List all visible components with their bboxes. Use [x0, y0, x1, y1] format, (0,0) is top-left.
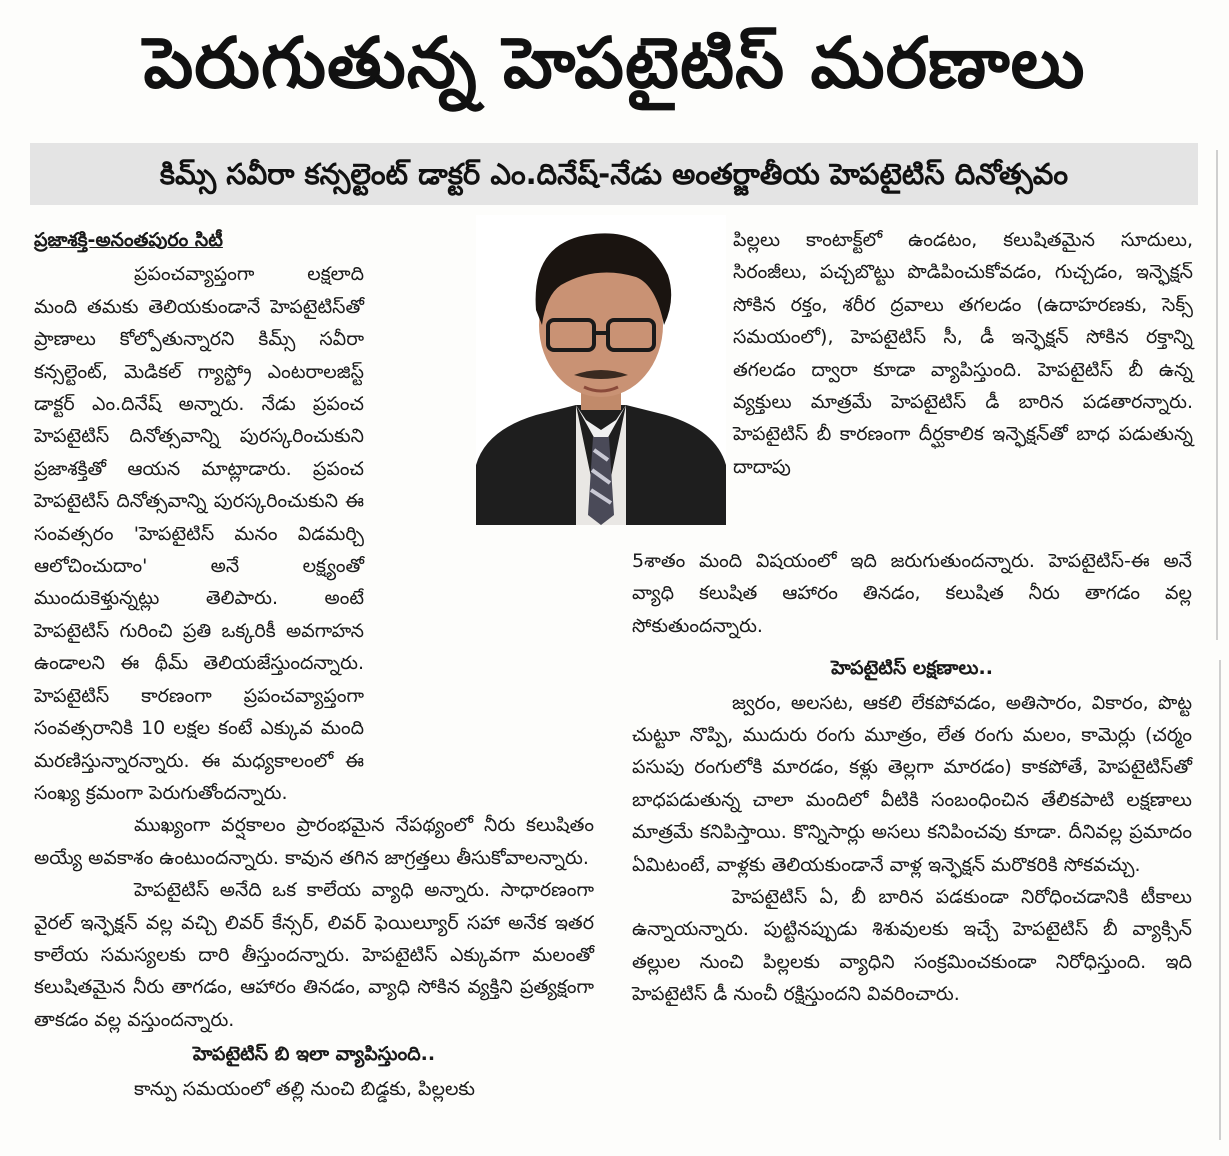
doctor-photo	[476, 215, 726, 525]
paragraph: కాన్పు సమయంలో తల్లి నుంచి బిడ్డకు, పిల్లలకు	[134, 1077, 475, 1100]
right-column-top	[733, 224, 1193, 483]
column-divider	[1219, 660, 1221, 1140]
right-column	[632, 545, 1192, 1011]
paragraph: హెపటైటిస్ అనేది ఒక కాలేయ వ్యాధి అన్నారు. సాధారణంగా వైరల్ ఇన్ఫెక్షన్ వల్ల వచ్చి లివర్ కేన్సర్, లివర్ ఫెయిల్యూర్ సహా అనేక ఇతర కాలేయ సమస్యలకు దారి తీస్తుందన్నారు. హెపటైటిస్ ఎక్కువగా మలంతో కలుషితమైన నీరు తాగడం, ఆహారం తినడం, వ్యాధి సోకిన వ్యక్తిని ప్రత్యక్షంగా తాకడం వల్ల వస్తుందన్నారు.	[34, 879, 594, 1031]
paragraph: జ్వరం, అలసట, ఆకలి లేకపోవడం, అతిసారం, వికారం, పొట్ట చుట్టూ నొప్పి, ముదురు రంగు మూత్రం, లేత రంగు మలం, కామెర్లు (చర్మం పసుపు రంగులోకి మారడం, కళ్లు తెల్లగా మారడం) కాకపోతే, హెపటైటిస్‌తో బాధపడుతున్న చాలా మందిలో వీటికి సంబంధించిన తేలికపాటి లక్షణాలు మాత్రమే కనిపిస్తాయి. కొన్నిసార్లు అసలు కనిపించవు కూడా. దీనివల్ల ప్రమాదం ఏమిటంటే, వాళ్లకు తెలియకుండానే వాళ్ల ఇన్ఫెక్షన్ మరొకరికి సోకవచ్చు.	[632, 691, 1192, 876]
paragraph: ముఖ్యంగా వర్షకాలం ప్రారంభమైన నేపథ్యంలో నీరు కలుషితం అయ్యే అవకాశం ఉంటుందన్నారు. కావున తగిన జాగ్రత్తలు తీసుకోవాలన్నారు.	[34, 814, 594, 869]
subhead-hepatitis-b: హెపటైటిస్ బి ఇలా వ్యాపిస్తుంది..	[192, 1043, 436, 1066]
paragraph: పిల్లలు కాంటాక్ట్‌లో ఉండటం, కలుషితమైన సూదులు, సిరంజీలు, పచ్చబొట్టు పొడిపించుకోవడం, గుచ్చడం, ఇన్ఫెక్షన్ సోకిన రక్తం, శరీర ద్రవాలు తగలడం (ఉదాహరణకు, సెక్స్ సమయంలో), హెపటైటిస్ సీ, డీ ఇన్ఫెక్షన్ సోకిన రక్తాన్ని తగలడం ద్వారా కూడా వ్యాపిస్తుంది. హెపటైటిస్ బీ ఉన్న వ్యక్తులు మాత్రమే హెపటైటిస్ డీ బారిన పడతారన్నారు. హెపటైటిస్ బీ కారణంగా దీర్ఘకాలిక ఇన్ఫెక్షన్‌తో బాధ పడుతున్న దాదాపు	[733, 229, 1193, 478]
headline: పెరుగుతున్న హెపటైటిస్ మరణాలు	[143, 22, 1086, 104]
subhead-symptoms: హెపటైటిస్ లక్షణాలు..	[831, 657, 993, 680]
byline: ప్రజాశక్తి-అనంతపురం సిటీ	[34, 229, 223, 251]
column-divider	[1216, 150, 1218, 640]
paragraph: 5శాతం మంది విషయంలో ఇది జరుగుతుందన్నారు. హెపటైటిస్-ఈ అనే వ్యాధి కలుషిత ఆహారం తినడం, కలుషిత నీరు తాగడం వల్ల సోకుతుందన్నారు.	[632, 550, 1192, 637]
paragraph: హెపటైటిస్ ఏ, బీ బారిన పడకుండా నిరోధించడానికి టీకాలు ఉన్నాయన్నారు. పుట్టినప్పుడు శిశువులకు ఇచ్చే హెపటైటిస్ బీ వ్యాక్సిన్ తల్లుల నుంచి పిల్లలకు వ్యాధిని సంక్రమించకుండా నిరోధిస్తుంది. ఇది హెపటైటిస్ డీ నుంచీ రక్షిస్తుందని వివరించారు.	[632, 886, 1192, 1006]
subheadline: కిమ్స్ సవీరా కన్సల్టెంట్ డాక్టర్ ఎం.దినేష్-నేడు అంతర్జాతీయ హెపటైటిస్ దినోత్సవం	[30, 143, 1198, 205]
paragraph: ప్రపంచవ్యాప్తంగా లక్షలాది మంది తమకు తెలియకుండానే హెపటైటిస్‌తో ప్రాణాలు కోల్పోతున్నారని కిమ్స్ సవీరా కన్సల్టెంట్, మెడికల్ గ్యాస్ట్రో ఎంటరాలజిస్ట్ డాక్టర్ ఎం.దినేష్ అన్నారు. నేడు ప్రపంచ హెపటైటిస్ దినోత్సవాన్ని పురస్కరించుకుని ప్రజాశక్తితో ఆయన మాట్లాడారు. ప్రపంచ హెపటైటిస్ దినోత్సవాన్ని పురస్కరించుకుని ఈ సంవత్సరం 'హెపటైటిస్ మనం విడమర్చి ఆలోచించుదాం' అనే లక్ష్యంతో ముందుకెళ్తున్నట్లు తెలిపారు. అంటే హెపటైటిస్ గురించి ప్రతి ఒక్కరికీ అవగాహన ఉండాలని ఈ థీమ్ తెలియజేస్తుందన్నారు. హెపటైటిస్ కారణంగా ప్రపంచవ్యాప్తంగా సంవత్సరానికి 10 లక్షల కంటే ఎక్కువ మంది మరణిస్తున్నారన్నారు. ఈ మధ్యకాలంలో ఈ సంఖ్య క్రమంగా పెరుగుతోందన్నారు.	[34, 263, 364, 804]
